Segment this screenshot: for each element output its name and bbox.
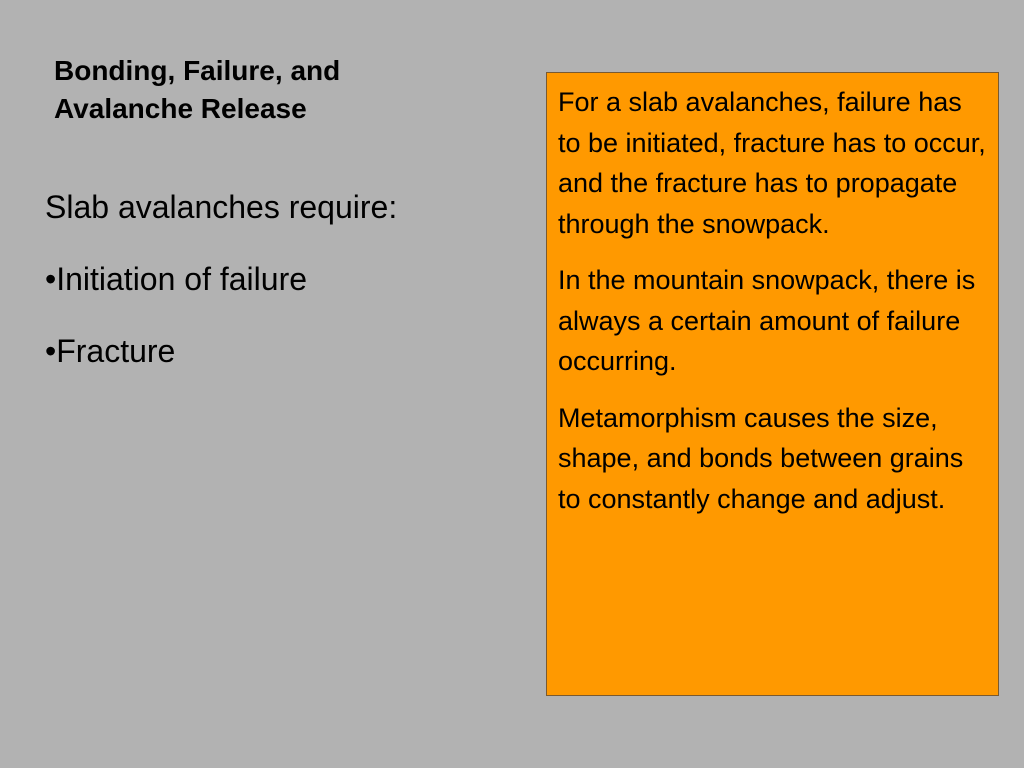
note-paragraph-slab-avalanche: For a slab avalanches, failure has to be initiated, fracture has to occur, and the fracture has to propagate through the snowpack. xyxy=(558,87,986,239)
bullet-fracture: •Fracture xyxy=(45,333,176,369)
slide-title: Bonding, Failure, and Avalanche Release xyxy=(54,55,341,124)
slide-body xyxy=(45,188,515,404)
bullet-initiation-of-failure: •Initiation of failure xyxy=(45,261,308,297)
note-box xyxy=(546,72,999,696)
note-paragraph-metamorphism: Metamorphism causes the size, shape, and bonds between grains to constantly change and adjust. xyxy=(558,402,964,514)
body-intro: Slab avalanches require: xyxy=(45,189,398,225)
note-paragraph-mountain-snowpack: In the mountain snowpack, there is always a certain amount of failure occurring. xyxy=(558,265,976,376)
